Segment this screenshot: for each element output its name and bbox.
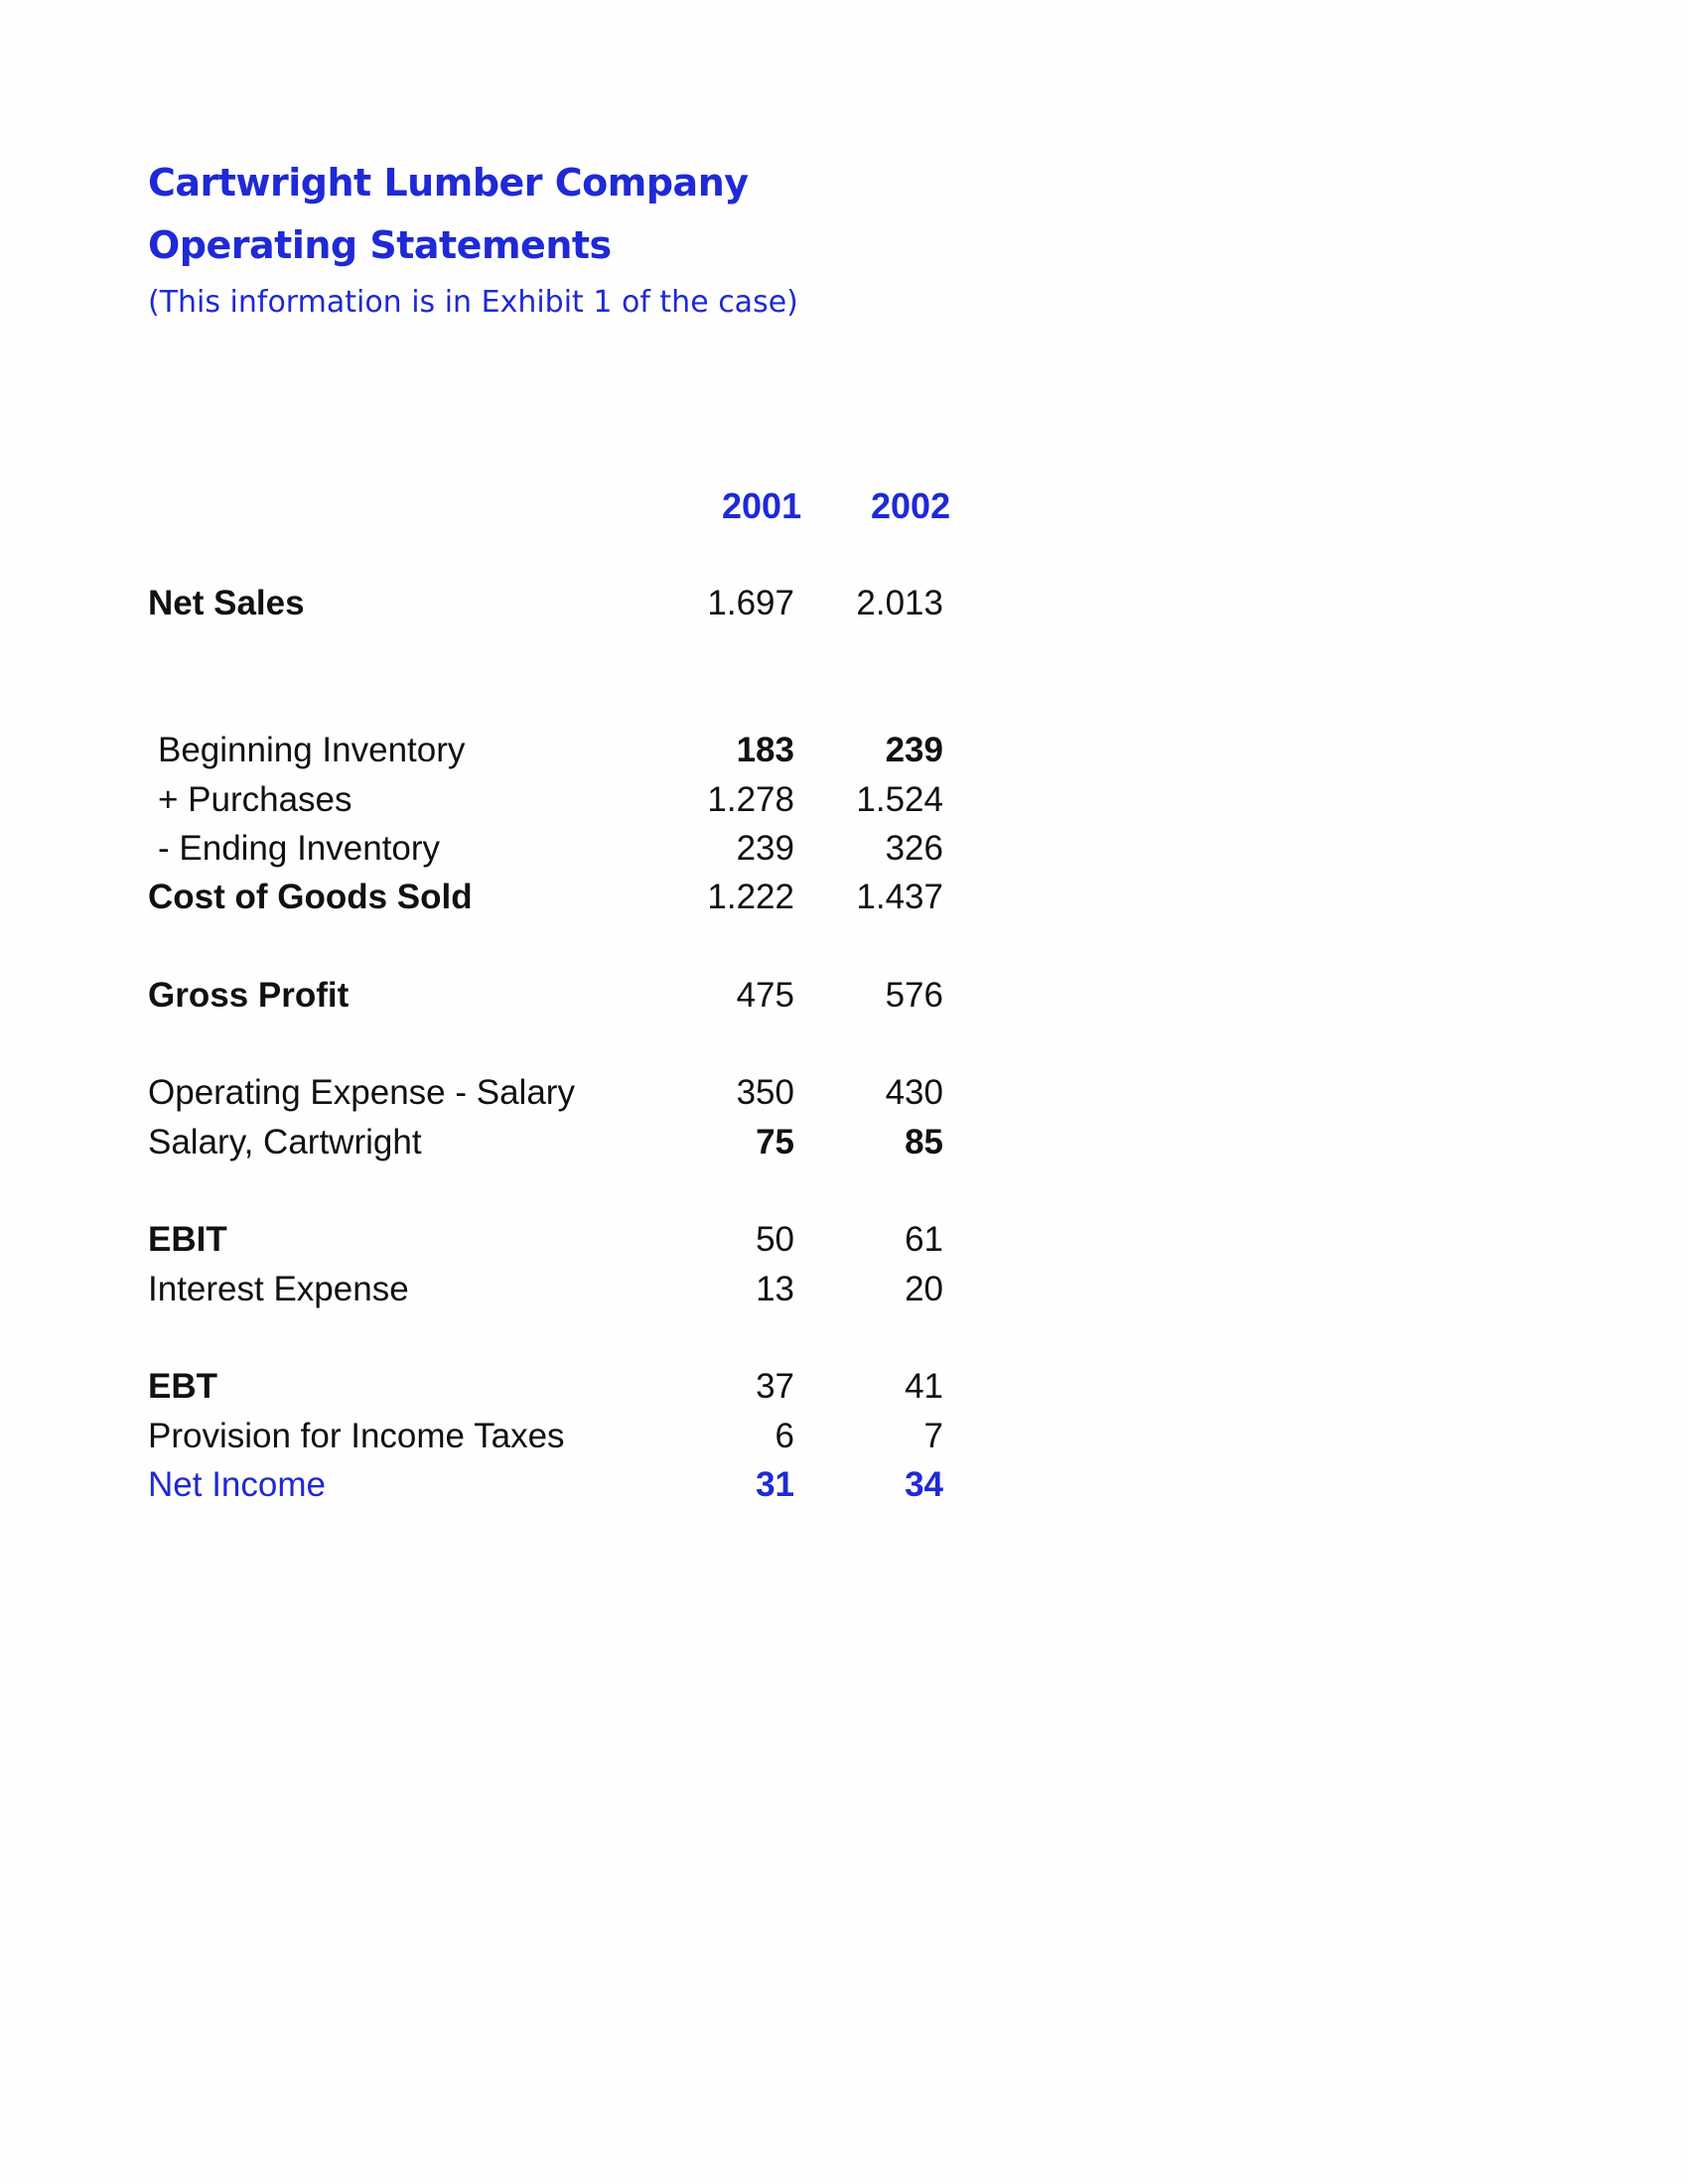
value-2001: 6 xyxy=(774,1417,794,1455)
value-2001: 31 xyxy=(756,1465,794,1504)
value-2002: 326 xyxy=(885,829,943,868)
row-operating-expense-salary xyxy=(0,1071,993,1115)
value-2001: 475 xyxy=(736,976,794,1015)
row-label: Salary, Cartwright xyxy=(148,1123,422,1161)
value-2002: 1.524 xyxy=(856,780,943,819)
value-2002: 61 xyxy=(905,1220,943,1259)
row-net-income xyxy=(0,1463,993,1507)
value-2001: 75 xyxy=(756,1123,794,1161)
row-label: + Purchases xyxy=(158,780,352,819)
row-label: Operating Expense - Salary xyxy=(148,1073,575,1112)
value-2001: 1.222 xyxy=(707,878,794,916)
row-label: EBIT xyxy=(148,1220,227,1259)
value-2001: 1.278 xyxy=(707,780,794,819)
value-2001: 1.697 xyxy=(707,584,794,622)
row-ebit xyxy=(0,1218,993,1262)
value-2002: 1.437 xyxy=(856,878,943,916)
value-2002: 2.013 xyxy=(856,584,943,622)
value-2002: 239 xyxy=(885,731,943,769)
value-2002: 34 xyxy=(905,1465,943,1504)
row-beginning-inventory xyxy=(0,729,993,772)
row-net-sales xyxy=(0,582,993,625)
value-2001: 183 xyxy=(736,731,794,769)
value-2002: 7 xyxy=(923,1417,943,1455)
value-2002: 576 xyxy=(885,976,943,1015)
row-ebt xyxy=(0,1365,993,1409)
row-purchases xyxy=(0,778,993,822)
row-label: Cost of Goods Sold xyxy=(148,878,473,916)
value-2002: 20 xyxy=(905,1270,943,1308)
statement-title: Operating Statements xyxy=(148,223,612,267)
row-label: Provision for Income Taxes xyxy=(148,1417,565,1455)
row-label: EBT xyxy=(148,1367,217,1406)
value-2001: 239 xyxy=(736,829,794,868)
row-label: Net Sales xyxy=(148,584,305,622)
value-2001: 13 xyxy=(756,1270,794,1308)
exhibit-note: (This information is in Exhibit 1 of the case) xyxy=(148,285,798,320)
value-2002: 85 xyxy=(905,1123,943,1161)
row-label: Interest Expense xyxy=(148,1270,409,1308)
value-2002: 430 xyxy=(885,1073,943,1112)
company-title: Cartwright Lumber Company xyxy=(148,161,749,205)
value-2001: 350 xyxy=(736,1073,794,1112)
row-label: Net Income xyxy=(148,1465,326,1504)
row-label: Gross Profit xyxy=(148,976,350,1015)
row-label: - Ending Inventory xyxy=(158,829,441,868)
row-gross-profit xyxy=(0,974,993,1018)
row-interest-expense xyxy=(0,1268,993,1311)
row-provision-income-taxes xyxy=(0,1415,993,1458)
value-2002: 41 xyxy=(905,1367,943,1406)
row-cost-of-goods-sold xyxy=(0,876,993,919)
column-header-2001: 2001 xyxy=(722,485,802,526)
value-2001: 50 xyxy=(756,1220,794,1259)
row-label: Beginning Inventory xyxy=(158,731,466,769)
column-header-2002: 2002 xyxy=(871,485,951,526)
row-salary-cartwright xyxy=(0,1121,993,1164)
row-ending-inventory xyxy=(0,827,993,871)
value-2001: 37 xyxy=(756,1367,794,1406)
